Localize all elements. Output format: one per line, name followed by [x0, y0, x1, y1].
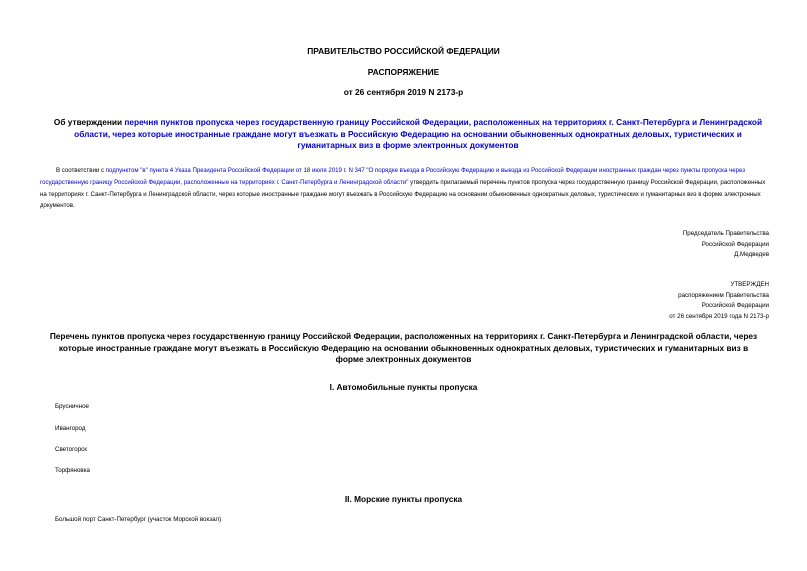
- body-paragraph-prefix: В соответствии с: [56, 167, 106, 174]
- approval-by: распоряжением Правительства: [678, 291, 769, 299]
- signature-position: Председатель Правительства: [682, 230, 769, 237]
- list-item: Ивангород: [55, 425, 86, 432]
- approval-block: [669, 280, 769, 322]
- list-item: Светогорск: [55, 446, 87, 453]
- list-title: Перечень пунктов пропуска через государственную границу Российской Федерации, расположенных на территориях г. Санкт-Петербурга и Ленинградской области, через которые иностранные граждане могут въезжать в Российскую Федерацию на основании обыкновенных однократных деловых, туристических и гуманитарных виз в форме электронных документов: [49, 331, 758, 364]
- government-header: ПРАВИТЕЛЬСТВО РОССИЙСКОЙ ФЕДЕРАЦИИ: [307, 46, 500, 56]
- signature-name: Д.Медведев: [734, 251, 769, 258]
- document-title-prefix: Об утверждении: [53, 117, 125, 127]
- approval-date: от 26 сентября 2019 года N 2173-р: [669, 312, 769, 320]
- list-item: Брусничное: [55, 403, 89, 410]
- approval-title: УТВЕРЖДЕН: [730, 281, 769, 288]
- approval-country: Российской Федерации: [701, 302, 769, 309]
- section-heading-auto: I. Автомобильные пункты пропуска: [329, 382, 478, 392]
- decree-link[interactable]: подпунктом "в" пункта 4 Указа Президента Российской Федерации от 18 июля 2019 г. N 347 "О порядке въезда в Российскую Федерацию и выезда из Российской Федерации иностранных граждан через пункты пропуска через государственную границу Российской Федерации, расположенные на территориях г. Санкт-Петербурга и Ленинградской области": [40, 167, 746, 186]
- document-date-number: от 26 сентября 2019 N 2173-р: [343, 87, 464, 97]
- document-title-link[interactable]: перечня пунктов пропуска через государственную границу Российской Федерации, расположенных на территориях г. Санкт-Петербурга и Ленинградской области, через которые иностранные граждане могут въезжать в Российскую Федерацию на основании обыкновенных однократных деловых, туристических и гуманитарных виз в форме электронных документов: [74, 117, 763, 150]
- document-title: [52, 117, 764, 152]
- signature-block: [683, 229, 769, 261]
- list-item: Большой порт Санкт-Петербург (участок Морской вокзал): [55, 516, 222, 523]
- document-type: РАСПОРЯЖЕНИЕ: [367, 67, 440, 77]
- body-paragraph-suffix: утвердить прилагаемый перечень пунктов пропуска через государственную границу Российской Федерации, расположенных на территориях г. Санкт-Петербурга и Ленинградской области, через которые иностранные граждане могут въезжать в Российскую Федерацию на основании обыкновенных однократных деловых, туристических и гуманитарных виз в форме электронных документов.: [40, 178, 766, 210]
- section-heading-sea: II. Морские пункты пропуска: [344, 494, 463, 504]
- body-paragraph: [40, 165, 770, 212]
- signature-country: Российской Федерации: [701, 240, 769, 248]
- list-item: Торфяновка: [55, 467, 90, 474]
